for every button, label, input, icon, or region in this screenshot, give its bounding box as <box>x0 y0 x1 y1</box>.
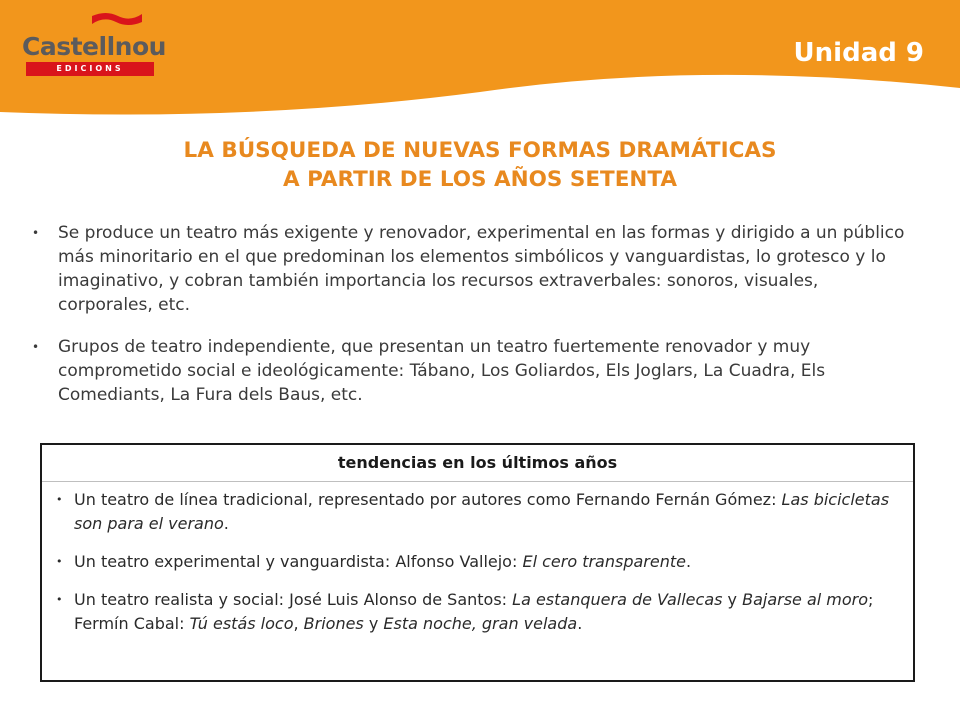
list-item <box>30 221 910 317</box>
text-segment: Un teatro experimental y vanguardista: Alfonso Vallejo: <box>74 552 523 571</box>
bullet-icon: • <box>56 493 63 506</box>
bullet-icon: • <box>32 340 40 354</box>
work-title: El cero transparente <box>522 552 686 571</box>
tendencias-list <box>42 482 913 636</box>
castellnou-logo <box>18 6 178 76</box>
list-item <box>54 550 899 574</box>
text-segment: . <box>223 514 229 533</box>
bullet-list <box>30 221 910 425</box>
tendencia-text <box>74 588 899 636</box>
flag-icon <box>88 10 144 34</box>
text-segment: Un teatro realista y social: José Luis Alonso de Santos: <box>74 590 513 609</box>
work-title: Las bicicletas son para el verano <box>74 490 890 533</box>
text-segment: Un teatro de línea tradicional, representado por autores como Fernando Fernán Gómez: <box>74 490 782 509</box>
text-segment: . <box>577 614 583 633</box>
text-segment: . <box>685 552 692 571</box>
unit-label: Unidad 9 <box>793 38 924 68</box>
bullet-icon: • <box>32 226 40 240</box>
text-segment: ; Fermín Cabal: <box>74 590 874 633</box>
list-item <box>54 488 899 536</box>
work-title: Tú estás loco <box>189 614 294 633</box>
bullet-icon: • <box>56 593 63 606</box>
tendencia-text <box>74 488 899 536</box>
title-line-1: LA BÚSQUEDA DE NUEVAS FORMAS DRAMÁTICAS <box>183 138 777 163</box>
list-item <box>30 335 910 407</box>
bullet-text: Se produce un teatro más exigente y renovador, experimental en las formas y dirigido a un público más minoritario en el que predominan los elementos simbólicos y vanguardistas, lo grotesco y lo imaginativo, y cobran también importancia los recursos extraverbales: sonoros, visuales, corporales, etc. <box>58 223 905 315</box>
logo-name: Castellnou <box>22 32 166 61</box>
work-title: Briones <box>303 614 364 633</box>
tendencias-box <box>40 443 915 682</box>
tendencia-text <box>74 550 691 574</box>
text-segment: y <box>722 590 743 609</box>
tendencias-heading: tendencias en los últimos años <box>42 445 913 482</box>
bullet-text: Grupos de teatro independiente, que presentan un teatro fuertemente renovador y muy comprometido social e ideológicamente: Tábano, Los Goliardos, Els Joglars, La Cuadra, Els Comediants, La Fura dels Baus, etc. <box>58 337 826 405</box>
text-segment: , <box>293 614 304 633</box>
work-title: La estanquera de Vallecas <box>512 590 723 609</box>
logo-subtitle: EDICIONS <box>26 62 154 76</box>
work-title: Esta noche, gran velada <box>383 614 578 633</box>
title-line-2: A PARTIR DE LOS AÑOS SETENTA <box>282 167 678 192</box>
work-title: Bajarse al moro <box>742 590 869 609</box>
bullet-icon: • <box>56 555 63 568</box>
text-segment: y <box>363 614 384 633</box>
page-title <box>0 136 960 194</box>
list-item <box>54 588 899 636</box>
